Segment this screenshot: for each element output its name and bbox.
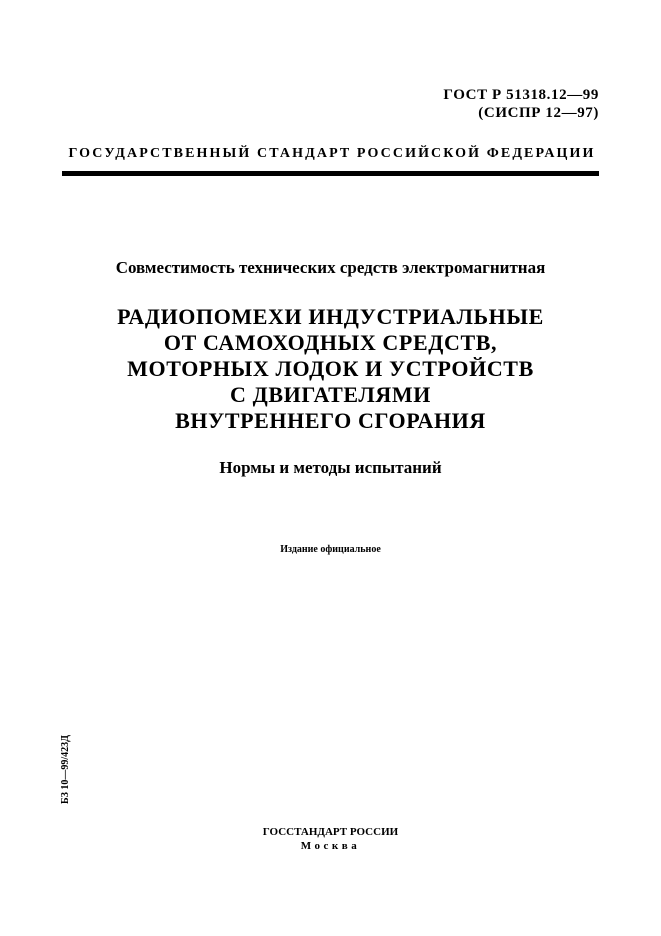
header-divider	[62, 171, 599, 176]
standard-code: ГОСТ Р 51318.12—99	[443, 87, 599, 103]
document-subtitle: Нормы и методы испытаний	[219, 458, 442, 477]
title-line: ВНУТРЕННЕГО СГОРАНИЯ	[175, 408, 486, 433]
publisher-name: ГОССТАНДАРТ РОССИИ	[262, 826, 399, 838]
document-title	[0, 304, 661, 434]
title-line: ОТ САМОХОДНЫХ СРЕДСТВ,	[163, 330, 498, 355]
title-line: МОТОРНЫХ ЛОДОК И УСТРОЙСТВ	[127, 356, 534, 381]
title-line: РАДИОПОМЕХИ ИНДУСТРИАЛЬНЫЕ	[117, 304, 544, 329]
title-line: С ДВИГАТЕЛЯМИ	[230, 382, 431, 407]
catalog-side-note: БЗ 10—99/423Д	[60, 734, 71, 804]
edition-label: Издание официальное	[280, 544, 381, 555]
organization-header: ГОСУДАРСТВЕННЫЙ СТАНДАРТ РОССИЙСКОЙ ФЕДЕРАЦИИ	[68, 146, 596, 161]
standard-designation	[443, 86, 599, 122]
international-code: (СИСПР 12—97)	[478, 105, 599, 121]
document-subject: Совместимость технических средств электромагнитная	[115, 258, 546, 277]
publisher-city: Москва	[300, 840, 361, 852]
